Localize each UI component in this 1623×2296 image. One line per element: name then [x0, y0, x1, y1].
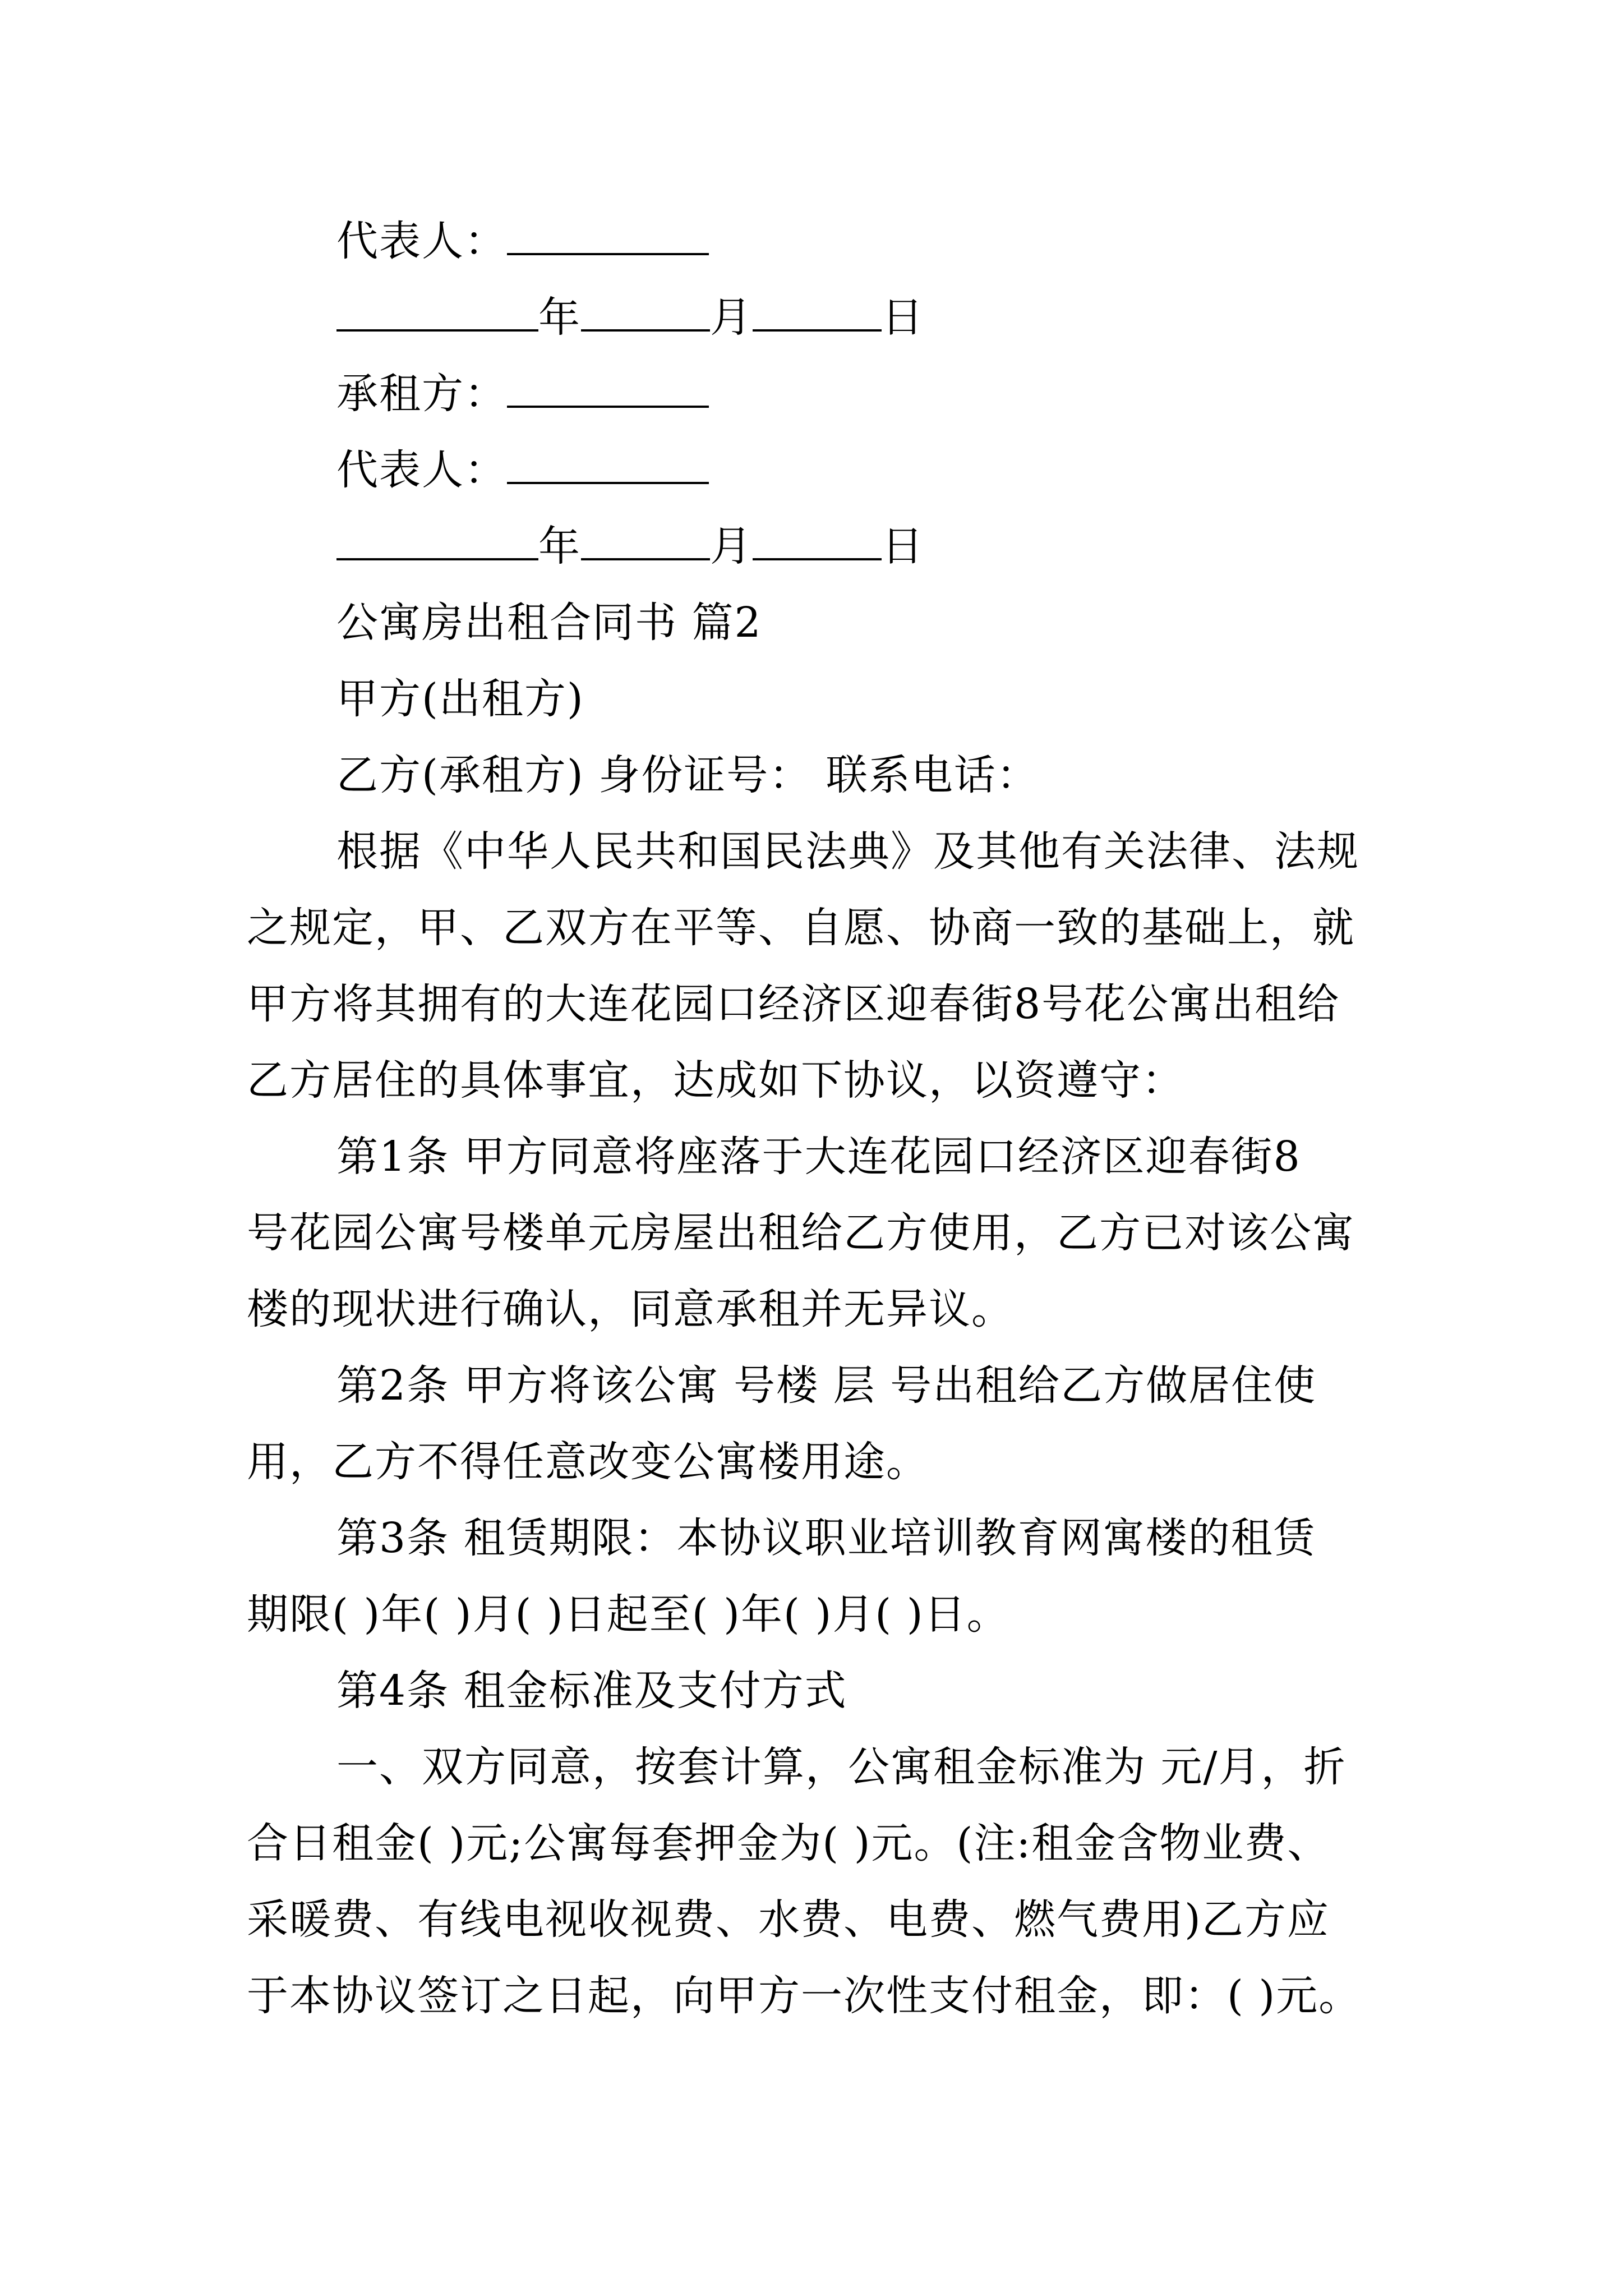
year-blank-1: [336, 290, 538, 332]
body-line: 采暖费、有线电视收视费、水费、电费、燃气费用)乙方应: [247, 1895, 1330, 1944]
day-label-1: 日: [882, 293, 924, 342]
body-line: 号花园公寓号楼单元房屋出租给乙方使用，乙方已对该公寓: [247, 1209, 1355, 1257]
rep-blank-1: [507, 214, 709, 255]
body-line: 合日租金( )元;公寓每套押金为( )元。(注:租金含物业费、: [247, 1819, 1330, 1867]
month-label-1: 月: [710, 293, 753, 342]
article-4-line: 第4条 租金标准及支付方式: [336, 1667, 847, 1715]
body-line: 期限( )年( )月( )日起至( )年( )月( )日。: [247, 1590, 1009, 1639]
body-line: 楼的现状进行确认，同意承租并无异议。: [247, 1285, 1014, 1333]
lessee-label: 承租方：: [336, 370, 507, 418]
rep-line-2: [336, 442, 1514, 498]
body-line: 根据《中华人民共和国民法典》及其他有关法律、法规: [336, 827, 1359, 876]
year-blank-2: [336, 519, 538, 560]
body-line: 甲方将其拥有的大连花园口经济区迎春街8号花公寓出租给: [247, 980, 1340, 1028]
day-label-2: 日: [882, 522, 924, 570]
month-label-2: 月: [710, 522, 753, 570]
rep-label-2: 代表人：: [336, 446, 507, 494]
party-a-line: 甲方(出租方): [336, 675, 584, 723]
body-line: 用，乙方不得任意改变公寓楼用途。: [247, 1438, 929, 1486]
rep-blank-2: [507, 443, 709, 484]
document-title: 公寓房出租合同书 篇2: [336, 599, 762, 647]
body-line: 乙方居住的具体事宜，达成如下协议，以资遵守：: [247, 1056, 1184, 1105]
rep-line-1: [336, 213, 1514, 269]
year-label-1: 年: [538, 293, 581, 342]
lessee-blank: [507, 366, 709, 408]
date-line-1: [336, 289, 1514, 346]
date-line-2: [336, 518, 1514, 574]
day-blank-2: [753, 519, 882, 560]
article-2-line: 第2条 甲方将该公寓 号楼 层 号出租给乙方做居住使: [336, 1361, 1317, 1410]
lessee-line: [336, 366, 1514, 422]
body-line: 之规定，甲、乙双方在平等、自愿、协商一致的基础上，就: [247, 904, 1355, 952]
day-blank-1: [753, 290, 882, 332]
party-b-line: 乙方(承租方) 身份证号： 联系电话：: [336, 751, 1039, 799]
article-1-line: 第1条 甲方同意将座落于大连花园口经济区迎春街8: [336, 1133, 1301, 1181]
body-line: 一、双方同意，按套计算，公寓租金标准为 元/月，折: [336, 1743, 1347, 1791]
month-blank-1: [581, 290, 710, 332]
article-3-line: 第3条 租赁期限：本协议职业培训教育网寓楼的租赁: [336, 1514, 1316, 1562]
body-line: 于本协议签订之日起，向甲方一次性支付租金，即：( )元。: [247, 1972, 1362, 2020]
year-label-2: 年: [538, 522, 581, 570]
rep-label-1: 代表人：: [336, 217, 507, 265]
month-blank-2: [581, 519, 710, 560]
